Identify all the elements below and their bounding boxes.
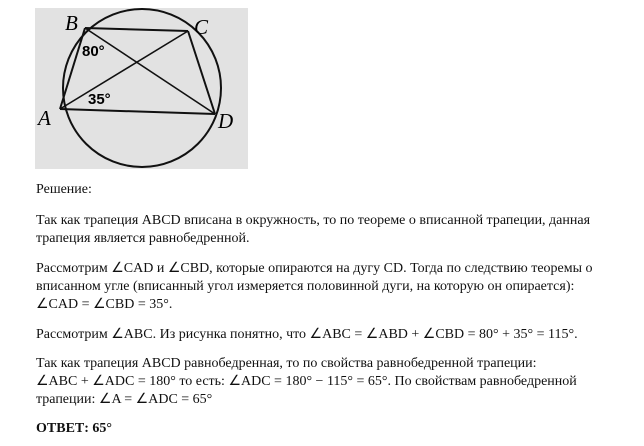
label-a: A [38,106,51,130]
paragraph-1-line-2: трапеция является равнобедренной. [36,231,250,246]
paragraph-2-line-1: Рассмотрим ∠CAD и ∠CBD, которые опираются на дугу CD. Тогда по следствию теоремы о [36,261,593,276]
diagonal-ac [60,31,188,109]
angle-label-80: 80° [82,43,105,60]
label-b: B [65,11,78,35]
paragraph-2-line-3: ∠CAD = ∠CBD = 35°. [36,297,173,312]
geometry-figure [35,8,248,169]
paragraph-2-line-2: вписанном угле (вписанный угол измеряется половинной дуги, на которую он опирается): [36,279,575,294]
answer-line: ОТВЕТ: 65° [36,421,113,436]
paragraph-1-line-1: Так как трапеция ABCD вписана в окружность, то по теореме о вписанной трапеции, данная [36,213,591,228]
paragraph-4-line-2: ∠ABC + ∠ADC = 180° то есть: ∠ADC = 180° − 115° = 65°. По свойствам равнобедренной [36,374,577,389]
side-bc [85,28,188,31]
label-c: C [194,15,209,39]
paragraph-3-line-1: Рассмотрим ∠ABC. Из рисунка понятно, что ∠ABC = ∠ABD + ∠CBD = 80° + 35° = 115°. [36,327,578,342]
paragraph-4-line-1: Так как трапеция ABCD равнобедренная, то по свойства равнобедренной трапеции: [36,356,537,371]
side-cd [188,31,215,114]
label-d: D [218,109,234,133]
paragraph-4-line-3: трапеции: ∠A = ∠ADC = 65° [36,392,213,407]
solution-heading: Решение: [36,182,92,197]
side-ad [60,109,215,114]
angle-label-35: 35° [88,91,111,108]
trapezoid-in-circle-diagram [35,8,248,169]
